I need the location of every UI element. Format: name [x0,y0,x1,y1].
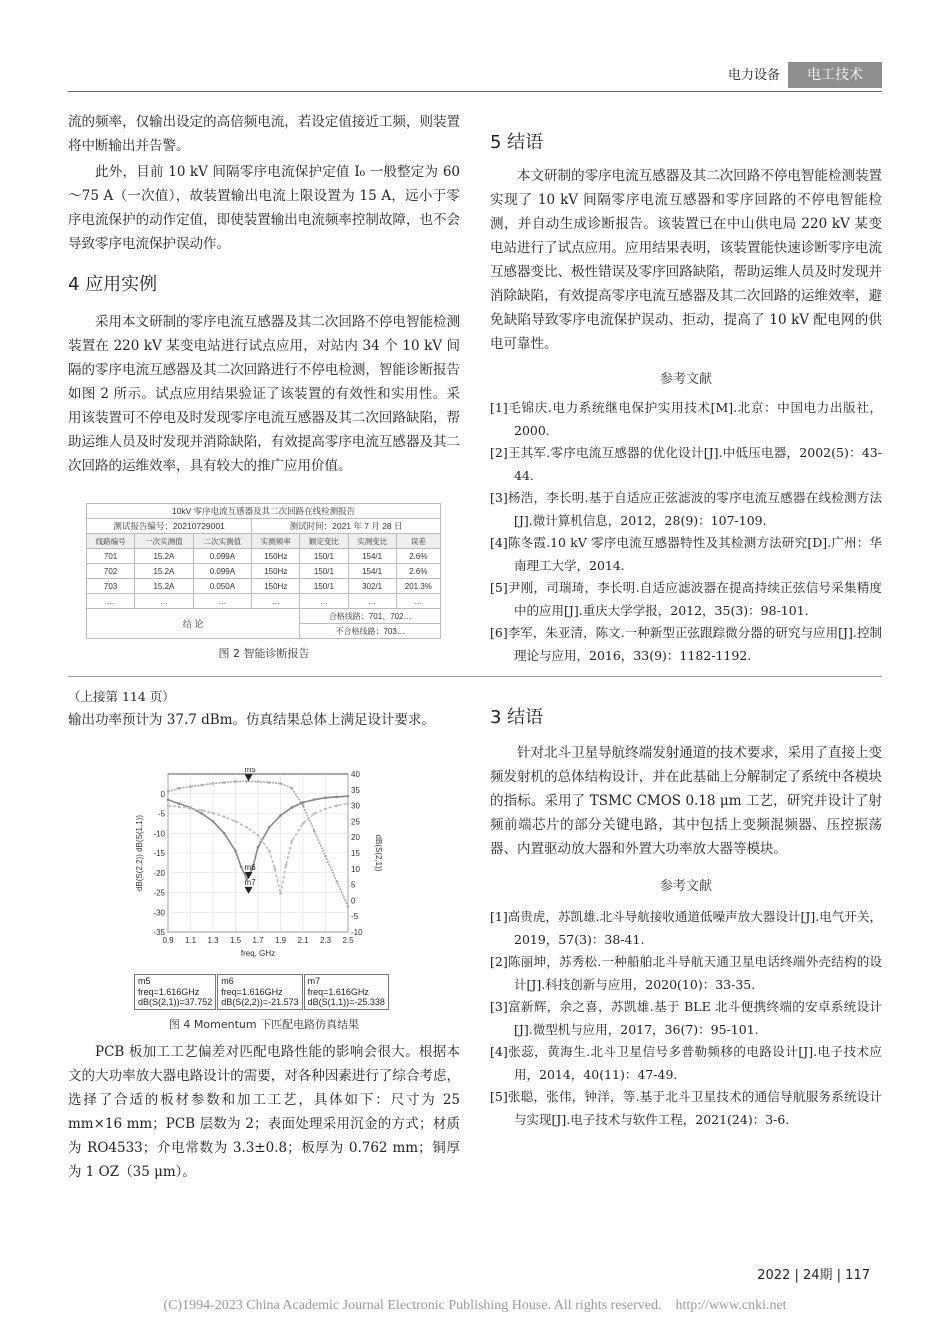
section-heading: 4 应用实例 [68,274,158,295]
data-point [347,795,350,798]
x-tick-label: 1.7 [252,936,264,945]
data-point [279,782,282,785]
fail-lines: 不合格线路：703… [300,624,441,639]
data-point [302,822,305,825]
table-cell: 702 [87,564,135,579]
data-point [223,781,226,784]
right-top-column [490,128,882,667]
x-tick-label: 2.3 [319,936,332,945]
y-right-tick-label: -5 [351,912,359,922]
column-header: 实测变比 [348,534,396,549]
data-point [200,784,203,787]
data-point [200,809,203,812]
marker-name: m5 [138,976,151,986]
table-cell: 15.2A [135,564,194,579]
continuation-note: （上接第 114 页） [68,689,175,704]
x-tick-label: 1.1 [184,936,197,945]
table-cell: … [87,594,135,609]
data-point [347,905,350,908]
marker-label: m6 [244,862,256,872]
table-cell: 701 [87,549,135,564]
y-right-axis-label: dB(S(2,1)) [374,834,383,872]
data-point [324,807,327,810]
data-point [178,802,181,805]
y-left-tick-label: -5 [157,809,165,819]
figure-caption: 图 2 智能诊断报告 [218,647,310,660]
data-point [274,868,277,871]
article-divider [68,676,882,677]
paragraph: 此外，目前 10 kV 间隔零序电流保护定值 I₀ 一般整定为 60～75 A（一次值），故装置输出电流上限设置为 15 A，远小于零序电流保护的动作定值，即使装置输出电流频率控制故障，也不会导致零序电流保护误动作。 [68,164,460,252]
y-right-tick-label: 5 [351,880,356,890]
data-point [178,787,181,790]
header-tag [788,62,882,88]
data-point [189,785,192,788]
left-top-column [68,110,460,478]
table-cell: 150/1 [300,579,348,594]
y-right-tick-label: 40 [351,770,360,779]
table-cell: 2.6% [396,549,440,564]
y-left-tick-label: -10 [153,829,165,839]
data-point [257,834,260,837]
data-point [268,826,271,829]
marker-value: dB(S(1,1))=-25.338 [307,997,385,1007]
data-point [257,846,260,849]
data-point [212,782,215,785]
reference-item: [3]富新辉，余之喜，苏凯雄.基于 BLE 北斗便携终端的安卓系统设计[J].微型机与应用，2017，36(7)：95-101. [490,999,882,1037]
reference-item: [1]毛锦庆.电力系统继电保护实用技术[M].北京：中国电力出版社，2000. [490,400,882,438]
y-right-tick-label: 25 [351,817,360,827]
table-cell: 15.2A [135,549,194,564]
reference-item: [2]陈丽坤，苏秀松.一种船舶北斗导航天通卫星电话终端外壳结构的设计[J].科技创新与应用，2020(10)：33-35. [490,954,882,992]
paragraph: 输出功率预计为 37.7 dBm。仿真结果总体上满足设计要求。 [68,712,436,728]
table-cell: 302/1 [348,579,396,594]
diagnosis-report [86,503,441,639]
data-point [302,804,305,807]
y-left-tick-label: -35 [153,928,165,937]
table-cell: 2.6% [396,564,440,579]
report-number: 测试报告编号：20210729001 [87,519,252,534]
reference-item: [5]张聪，张伟，钟洋，等.基于北斗卫星技术的通信导航服务系统设计与实现[J].电子技术与软件工程，2021(24)：3-6. [490,1089,882,1127]
table-cell: 150Hz [252,564,300,579]
paragraph: 流的频率，仅输出设定的高倍频电流，若设定值接近工频，则装置将中断输出并告警。 [68,114,460,154]
x-tick-label: 1.3 [207,936,219,945]
column-header: 线路编号 [87,534,135,549]
data-point [285,864,288,867]
marker-name: m7 [307,976,321,986]
table-cell: … [300,594,348,609]
marker-name: m6 [221,976,234,986]
table-cell: 703 [87,579,135,594]
table-cell: 154/1 [348,549,396,564]
reference-item: [2]王其军.零序电流互感器的优化设计[J].中低压电器，2002(5)：43-44. [490,445,882,483]
table-row [87,564,441,579]
table-cell: 150Hz [252,549,300,564]
data-point [234,820,237,823]
y-left-tick-label: -15 [153,849,165,858]
x-tick-label: 1.5 [229,936,242,945]
data-point [234,780,237,783]
y-right-tick-label: 10 [351,864,360,874]
marker-label: m5 [244,768,256,775]
paragraph: PCB 板加工工艺偏差对匹配电路性能的影响会很大。根据本文的大功率放大器电路设计的需要，对各种因素进行了综合考虑，选择了合适的板材参数和加工工艺，具体如下：尺寸为 25 mm×16 mm；PCB 层数为 2；表面处理采用沉金的方式；材质为 RO4533；介电常数为 3.3±0.8；板厚为 0.762 mm；铜厚为 1 OZ（35 μm）。 [68,1044,460,1180]
data-point [223,815,226,818]
left-bottom-column [68,686,460,732]
reference-item: [4]张蕊，黄海生.北斗卫星信号多普勒频移的电路设计[J].电子技术应用，2014，40(11)：47-49. [490,1044,882,1082]
reference-item: [4]陈冬霞.10 kV 零序电流互感器特性及其检测方法研究[D].广州：华南理工大学，2014. [490,535,882,573]
column-header: 一次实测值 [135,534,194,549]
table-cell: … [193,594,252,609]
table-cell: 154/1 [348,564,396,579]
table-row [87,579,441,594]
data-point [245,780,248,783]
data-point [167,790,170,793]
data-point [335,796,338,799]
y-right-tick-label: 20 [351,833,360,843]
paragraph: 针对北斗卫星导航终端发射通道的技术要求，采用了直接上变频发射机的总体结构设计，并在此基础上分解制定了系统中各模块的指标。采用了 TSMC CMOS 0.18 μm 工艺，研究并设计了射频前端芯片的部分关键电路，其中包括上变频混频器、压控振荡器、内置驱动放大器和外置大功率放大器等模块。 [490,745,882,857]
pass-lines: 合格线路：701、702… [300,609,441,624]
marker-freq: freq=1.616GHz [138,986,200,997]
table-cell: 150Hz [252,579,300,594]
x-tick-label: 2.5 [342,936,354,945]
data-point [257,780,260,783]
header-section-label: 电力设备 [727,68,780,83]
data-point [212,812,215,815]
reference-item: [1]高贵虎，苏凯雄.北斗导航接收通道低噪声放大器设计[J].电气开关，2019，57(3)：38-41. [490,909,882,947]
table-cell: 0.099A [193,564,252,579]
data-point [302,801,305,804]
data-point [268,781,271,784]
table-cell: 150/1 [300,564,348,579]
x-tick-label: 1.9 [274,936,287,945]
y-right-tick-label: 0 [351,896,356,906]
data-point [324,855,327,858]
y-left-tick-label: -20 [153,868,165,878]
data-point [313,830,316,833]
data-point [290,840,293,843]
data-point [240,866,243,869]
marker-label: m7 [244,877,256,887]
data-point [212,820,215,823]
header-rule [68,91,882,92]
y-left-tick-label: -30 [153,908,165,918]
right-bottom-column [490,703,882,1131]
data-point [290,806,293,809]
chart-svg [128,768,384,964]
data-point [335,880,338,883]
marker-readout [134,974,216,1010]
data-point [279,814,282,817]
table-cell: 201.3% [396,579,440,594]
x-axis-label: freq, GHz [240,949,276,958]
marker-readout [304,974,389,1010]
data-point [245,826,248,829]
data-point [279,892,282,895]
table-row [87,594,441,609]
data-point [189,807,192,810]
y-right-tick-label: 35 [351,785,360,795]
table-cell: 150/1 [300,549,348,564]
report-time: 测试时间：2021 年 7 月 28 日 [252,519,441,534]
data-point [313,798,316,801]
references-title: 参考文献 [659,879,712,894]
marker-readout [217,974,302,1010]
table-cell: … [396,594,440,609]
reference-item: [6]李军，朱亚清，陈文.一种新型正弦跟踪微分器的研究与应用[J].控制理论与应用，2016，33(9)：1182-1192. [490,625,882,663]
paragraph: 本文研制的零序电流互感器及其二次回路不停电智能检测装置实现了 10 kV 间隔零序电流互感器和零序回路的不停电智能检测，并自动生成诊断报告。该装置已在中山供电局 220 kV 某变电站进行了试点应用。应用结果表明，该装置能快速诊断零序电流互感器变比、极性错误及零序回路缺陷，帮助运维人员及时发现并消除缺陷，有效提高零序电流互感器及其二次回路的运维效率，避免缺陷导致零序电流保护误动、拒动，提高了 10 kV 配电网的供电可靠性。 [490,168,882,352]
y-right-tick-label: 15 [351,849,360,858]
data-point [223,832,226,835]
data-point [167,798,170,801]
data-point [324,796,327,799]
x-tick-label: 2.1 [297,936,309,945]
data-point [268,850,271,853]
report-title: 10kV 零序电流互感器及其二次回路在线检测报告 [87,504,441,519]
references-title: 参考文献 [659,372,712,387]
header-tag-label: 电工技术 [807,67,863,83]
header-section [690,64,780,88]
data-point [290,787,293,790]
y-right-tick-label: -10 [351,928,363,937]
copyright-watermark: (C)1994-2023 China Academic Journal Electronic Publishing House. All rights reserved. http://www.cnki.net [163,1298,787,1313]
column-header: 二次实测值 [193,534,252,549]
data-point [335,804,338,807]
section-heading: 5 结语 [490,132,544,153]
data-point [178,805,181,808]
column-header: 实测频率 [252,534,300,549]
figure-caption: 图 4 Momentum 下匹配电路仿真结果 [168,1018,360,1031]
marker-value: dB(S(2,2))=-21.573 [221,997,299,1007]
data-point [200,812,203,815]
marker-freq: freq=1.616GHz [221,986,283,997]
s-parameter-chart [128,768,384,964]
data-point [313,812,316,815]
y-left-axis-label: dB(S(2,2)) dB(S(1,1)) [135,814,144,892]
marker-value: dB(S(2,1))=37.752 [138,997,213,1007]
y-left-tick-label: -25 [153,888,165,898]
marker-freq: freq=1.616GHz [307,986,369,997]
reference-item: [3]杨浩，李长明.基于自适应正弦滤波的零序电流互感器在线检测方法[J].微计算机信息，2012，28(9)：107-109. [490,490,882,528]
conclusion-label: 结 论 [87,609,300,639]
table-row [87,549,441,564]
x-tick-label: 0.9 [162,936,174,945]
data-point [347,802,350,805]
table-cell: … [348,594,396,609]
table-cell: 0.099A [193,549,252,564]
section-heading: 3 结语 [490,707,544,728]
paragraph: 采用本文研制的零序电流互感器及其二次回路不停电智能检测装置在 220 kV 某变电站进行试点应用，对站内 34 个 10 kV 间隔的零序电流互感器及其二次回路进行不停电检测，智能诊断报告如图 2 所示。试点应用结果验证了该装置的有效性和实用性。采用该装置可不停电及时发现零序电流互感器及其二次回路缺陷，帮助运维人员及时发现并消除缺陷，有效提高零序电流互感器及其二次回路的运维效率，具有较大的推广应用价值。 [68,314,460,474]
y-right-tick-label: 30 [351,801,360,811]
column-header: 误差 [396,534,440,549]
page-number: 2022 | 24期 | 117 [757,1268,870,1283]
table-cell: … [135,594,194,609]
left-bottom-text [68,1040,460,1184]
data-point [234,850,237,853]
table-cell: … [252,594,300,609]
table-cell: 0.050A [193,579,252,594]
data-point [167,804,170,807]
table-cell: 15.2A [135,579,194,594]
reference-item: [5]尹刚，司瑞琦，李长明.自适应滤波器在提高持续正弦信号采集精度中的应用[J].重庆大学学报，2012，35(3)：98-101. [490,580,882,618]
marker-readouts [134,974,385,1010]
y-left-tick-label: 0 [160,789,165,799]
column-header: 额定变比 [300,534,348,549]
